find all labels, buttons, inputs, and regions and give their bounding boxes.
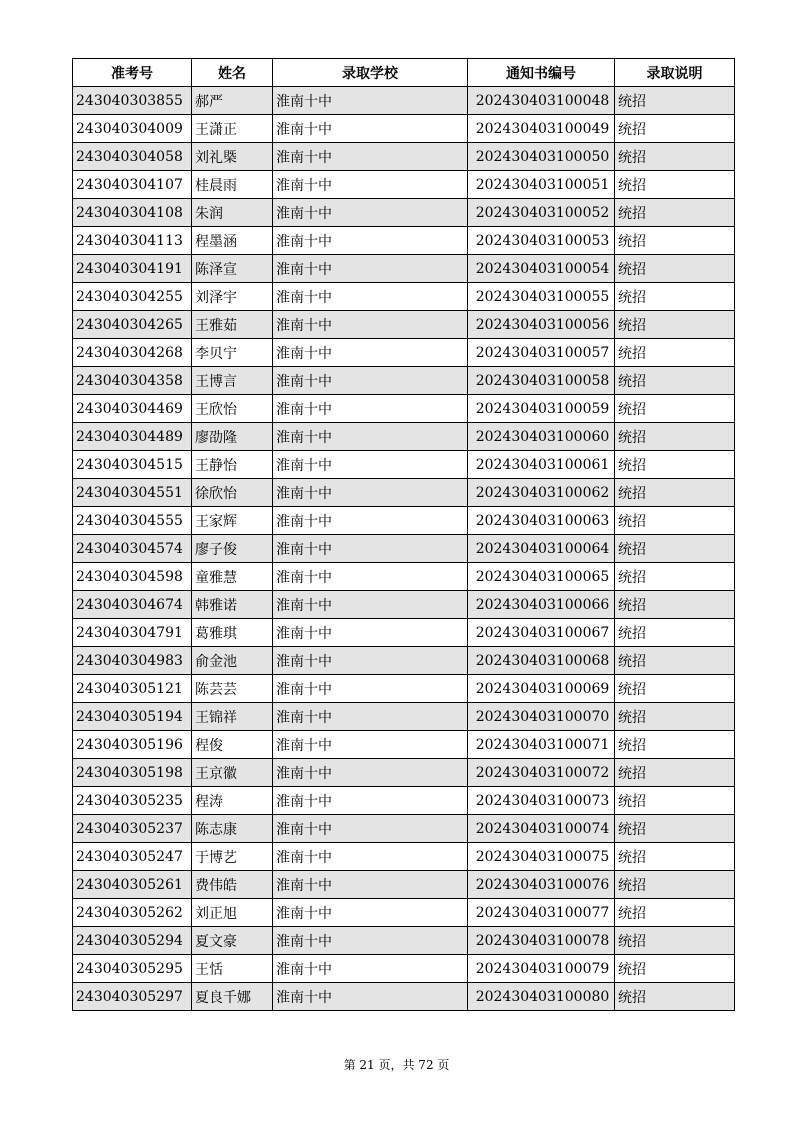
table-row <box>73 843 735 871</box>
cell-school: 淮南十中 <box>273 535 468 563</box>
table-row <box>73 619 735 647</box>
cell-notice-number: 202430403100056 <box>468 311 615 339</box>
cell-exam-number: 243040305121 <box>73 675 192 703</box>
cell-admission-note: 统招 <box>615 199 735 227</box>
cell-name: 韩雅诺 <box>192 591 273 619</box>
table-row <box>73 227 735 255</box>
cell-notice-number: 202430403100076 <box>468 871 615 899</box>
cell-notice-number: 202430403100057 <box>468 339 615 367</box>
cell-school: 淮南十中 <box>273 199 468 227</box>
cell-notice-number: 202430403100048 <box>468 87 615 115</box>
cell-notice-number: 202430403100069 <box>468 675 615 703</box>
cell-exam-number: 243040305196 <box>73 731 192 759</box>
table-row <box>73 507 735 535</box>
cell-admission-note: 统招 <box>615 171 735 199</box>
cell-name: 王恬 <box>192 955 273 983</box>
cell-school: 淮南十中 <box>273 871 468 899</box>
cell-admission-note: 统招 <box>615 815 735 843</box>
table-row <box>73 703 735 731</box>
table-row <box>73 731 735 759</box>
cell-notice-number: 202430403100053 <box>468 227 615 255</box>
table-row <box>73 591 735 619</box>
cell-school: 淮南十中 <box>273 423 468 451</box>
cell-notice-number: 202430403100049 <box>468 115 615 143</box>
cell-school: 淮南十中 <box>273 927 468 955</box>
cell-notice-number: 202430403100064 <box>468 535 615 563</box>
cell-school: 淮南十中 <box>273 675 468 703</box>
cell-admission-note: 统招 <box>615 535 735 563</box>
cell-admission-note: 统招 <box>615 591 735 619</box>
cell-notice-number: 202430403100058 <box>468 367 615 395</box>
cell-admission-note: 统招 <box>615 87 735 115</box>
table-row <box>73 927 735 955</box>
table-row <box>73 955 735 983</box>
cell-exam-number: 243040305237 <box>73 815 192 843</box>
cell-admission-note: 统招 <box>615 647 735 675</box>
cell-admission-note: 统招 <box>615 255 735 283</box>
cell-exam-number: 243040303855 <box>73 87 192 115</box>
cell-school: 淮南十中 <box>273 339 468 367</box>
cell-admission-note: 统招 <box>615 423 735 451</box>
cell-name: 王京徽 <box>192 759 273 787</box>
header-row <box>73 59 735 87</box>
cell-notice-number: 202430403100059 <box>468 395 615 423</box>
cell-notice-number: 202430403100061 <box>468 451 615 479</box>
cell-admission-note: 统招 <box>615 871 735 899</box>
cell-exam-number: 243040305235 <box>73 787 192 815</box>
header-school: 录取学校 <box>273 59 468 87</box>
table-row <box>73 87 735 115</box>
cell-school: 淮南十中 <box>273 899 468 927</box>
cell-name: 王锦祥 <box>192 703 273 731</box>
cell-exam-number: 243040304108 <box>73 199 192 227</box>
table-row <box>73 423 735 451</box>
cell-name: 王静怡 <box>192 451 273 479</box>
cell-notice-number: 202430403100052 <box>468 199 615 227</box>
table-row <box>73 451 735 479</box>
cell-notice-number: 202430403100070 <box>468 703 615 731</box>
cell-name: 王家辉 <box>192 507 273 535</box>
cell-notice-number: 202430403100050 <box>468 143 615 171</box>
cell-school: 淮南十中 <box>273 367 468 395</box>
table-row <box>73 563 735 591</box>
cell-school: 淮南十中 <box>273 171 468 199</box>
cell-school: 淮南十中 <box>273 395 468 423</box>
cell-exam-number: 243040304598 <box>73 563 192 591</box>
cell-school: 淮南十中 <box>273 115 468 143</box>
cell-name: 王雅茹 <box>192 311 273 339</box>
table-header <box>73 59 735 87</box>
cell-name: 程墨涵 <box>192 227 273 255</box>
cell-school: 淮南十中 <box>273 507 468 535</box>
cell-name: 陈志康 <box>192 815 273 843</box>
table-row <box>73 283 735 311</box>
page-footer: 第 21 页，共 72 页 <box>343 1058 450 1072</box>
cell-name: 廖劭隆 <box>192 423 273 451</box>
cell-admission-note: 统招 <box>615 339 735 367</box>
cell-name: 刘正旭 <box>192 899 273 927</box>
cell-school: 淮南十中 <box>273 647 468 675</box>
table-row <box>73 871 735 899</box>
cell-notice-number: 202430403100051 <box>468 171 615 199</box>
cell-name: 陈泽宣 <box>192 255 273 283</box>
cell-name: 王博言 <box>192 367 273 395</box>
cell-notice-number: 202430403100072 <box>468 759 615 787</box>
cell-admission-note: 统招 <box>615 843 735 871</box>
table-row <box>73 339 735 367</box>
cell-name: 程涛 <box>192 787 273 815</box>
table-row <box>73 171 735 199</box>
cell-admission-note: 统招 <box>615 395 735 423</box>
cell-school: 淮南十中 <box>273 955 468 983</box>
header-admission-note: 录取说明 <box>615 59 735 87</box>
cell-admission-note: 统招 <box>615 983 735 1011</box>
cell-admission-note: 统招 <box>615 731 735 759</box>
cell-school: 淮南十中 <box>273 563 468 591</box>
cell-name: 王潇正 <box>192 115 273 143</box>
cell-admission-note: 统招 <box>615 283 735 311</box>
cell-admission-note: 统招 <box>615 955 735 983</box>
table-row <box>73 759 735 787</box>
cell-school: 淮南十中 <box>273 983 468 1011</box>
cell-admission-note: 统招 <box>615 899 735 927</box>
cell-name: 廖子俊 <box>192 535 273 563</box>
cell-exam-number: 243040304515 <box>73 451 192 479</box>
cell-exam-number: 243040305194 <box>73 703 192 731</box>
cell-name: 夏良千娜 <box>192 983 273 1011</box>
cell-admission-note: 统招 <box>615 451 735 479</box>
table-row <box>73 647 735 675</box>
cell-admission-note: 统招 <box>615 507 735 535</box>
cell-admission-note: 统招 <box>615 619 735 647</box>
table-row <box>73 535 735 563</box>
cell-notice-number: 202430403100079 <box>468 955 615 983</box>
table-row <box>73 115 735 143</box>
cell-notice-number: 202430403100062 <box>468 479 615 507</box>
cell-admission-note: 统招 <box>615 227 735 255</box>
table-row <box>73 367 735 395</box>
cell-admission-note: 统招 <box>615 703 735 731</box>
table-row <box>73 815 735 843</box>
table-row <box>73 255 735 283</box>
cell-school: 淮南十中 <box>273 143 468 171</box>
cell-name: 费伟皓 <box>192 871 273 899</box>
cell-school: 淮南十中 <box>273 87 468 115</box>
cell-admission-note: 统招 <box>615 927 735 955</box>
cell-exam-number: 243040304674 <box>73 591 192 619</box>
cell-name: 郝严 <box>192 87 273 115</box>
cell-notice-number: 202430403100067 <box>468 619 615 647</box>
cell-exam-number: 243040305198 <box>73 759 192 787</box>
cell-notice-number: 202430403100075 <box>468 843 615 871</box>
cell-exam-number: 243040305295 <box>73 955 192 983</box>
header-notice-number: 通知书编号 <box>468 59 615 87</box>
cell-exam-number: 243040305262 <box>73 899 192 927</box>
cell-name: 童雅慧 <box>192 563 273 591</box>
cell-school: 淮南十中 <box>273 451 468 479</box>
cell-admission-note: 统招 <box>615 479 735 507</box>
table-row <box>73 311 735 339</box>
cell-name: 刘礼槩 <box>192 143 273 171</box>
cell-school: 淮南十中 <box>273 731 468 759</box>
cell-notice-number: 202430403100066 <box>468 591 615 619</box>
table-row <box>73 199 735 227</box>
cell-school: 淮南十中 <box>273 255 468 283</box>
cell-name: 陈芸芸 <box>192 675 273 703</box>
cell-name: 王欣怡 <box>192 395 273 423</box>
cell-name: 于博艺 <box>192 843 273 871</box>
cell-exam-number: 243040304107 <box>73 171 192 199</box>
table-row <box>73 479 735 507</box>
table-row <box>73 675 735 703</box>
cell-school: 淮南十中 <box>273 619 468 647</box>
cell-notice-number: 202430403100078 <box>468 927 615 955</box>
table-row <box>73 787 735 815</box>
table-body <box>73 87 735 1011</box>
cell-notice-number: 202430403100060 <box>468 423 615 451</box>
cell-exam-number: 243040304058 <box>73 143 192 171</box>
cell-school: 淮南十中 <box>273 479 468 507</box>
cell-exam-number: 243040304574 <box>73 535 192 563</box>
cell-exam-number: 243040304555 <box>73 507 192 535</box>
cell-school: 淮南十中 <box>273 227 468 255</box>
cell-name: 俞金池 <box>192 647 273 675</box>
cell-admission-note: 统招 <box>615 759 735 787</box>
cell-exam-number: 243040304489 <box>73 423 192 451</box>
cell-admission-note: 统招 <box>615 367 735 395</box>
cell-notice-number: 202430403100065 <box>468 563 615 591</box>
cell-exam-number: 243040304551 <box>73 479 192 507</box>
cell-name: 葛雅琪 <box>192 619 273 647</box>
cell-admission-note: 统招 <box>615 311 735 339</box>
cell-school: 淮南十中 <box>273 815 468 843</box>
cell-name: 桂晨雨 <box>192 171 273 199</box>
cell-notice-number: 202430403100068 <box>468 647 615 675</box>
table-row <box>73 395 735 423</box>
cell-name: 徐欣怡 <box>192 479 273 507</box>
cell-admission-note: 统招 <box>615 115 735 143</box>
cell-exam-number: 243040304191 <box>73 255 192 283</box>
cell-exam-number: 243040304268 <box>73 339 192 367</box>
cell-admission-note: 统招 <box>615 787 735 815</box>
cell-exam-number: 243040304009 <box>73 115 192 143</box>
cell-exam-number: 243040305294 <box>73 927 192 955</box>
cell-exam-number: 243040304255 <box>73 283 192 311</box>
cell-exam-number: 243040304265 <box>73 311 192 339</box>
cell-school: 淮南十中 <box>273 703 468 731</box>
cell-exam-number: 243040305247 <box>73 843 192 871</box>
cell-exam-number: 243040305261 <box>73 871 192 899</box>
cell-exam-number: 243040304358 <box>73 367 192 395</box>
header-exam-number: 准考号 <box>73 59 192 87</box>
cell-name: 夏文豪 <box>192 927 273 955</box>
cell-notice-number: 202430403100063 <box>468 507 615 535</box>
cell-exam-number: 243040304113 <box>73 227 192 255</box>
cell-admission-note: 统招 <box>615 143 735 171</box>
cell-name: 程俊 <box>192 731 273 759</box>
cell-admission-note: 统招 <box>615 675 735 703</box>
cell-notice-number: 202430403100080 <box>468 983 615 1011</box>
cell-admission-note: 统招 <box>615 563 735 591</box>
table-row <box>73 899 735 927</box>
cell-notice-number: 202430403100071 <box>468 731 615 759</box>
cell-notice-number: 202430403100073 <box>468 787 615 815</box>
admission-table <box>72 58 735 1011</box>
cell-notice-number: 202430403100054 <box>468 255 615 283</box>
cell-school: 淮南十中 <box>273 311 468 339</box>
cell-school: 淮南十中 <box>273 759 468 787</box>
cell-notice-number: 202430403100077 <box>468 899 615 927</box>
header-name: 姓名 <box>192 59 273 87</box>
cell-notice-number: 202430403100074 <box>468 815 615 843</box>
cell-name: 李贝宁 <box>192 339 273 367</box>
table-row <box>73 983 735 1011</box>
cell-exam-number: 243040305297 <box>73 983 192 1011</box>
cell-school: 淮南十中 <box>273 787 468 815</box>
cell-exam-number: 243040304791 <box>73 619 192 647</box>
table-row <box>73 143 735 171</box>
cell-notice-number: 202430403100055 <box>468 283 615 311</box>
cell-school: 淮南十中 <box>273 283 468 311</box>
cell-name: 刘泽宇 <box>192 283 273 311</box>
cell-school: 淮南十中 <box>273 843 468 871</box>
cell-exam-number: 243040304469 <box>73 395 192 423</box>
cell-name: 朱润 <box>192 199 273 227</box>
cell-school: 淮南十中 <box>273 591 468 619</box>
cell-exam-number: 243040304983 <box>73 647 192 675</box>
